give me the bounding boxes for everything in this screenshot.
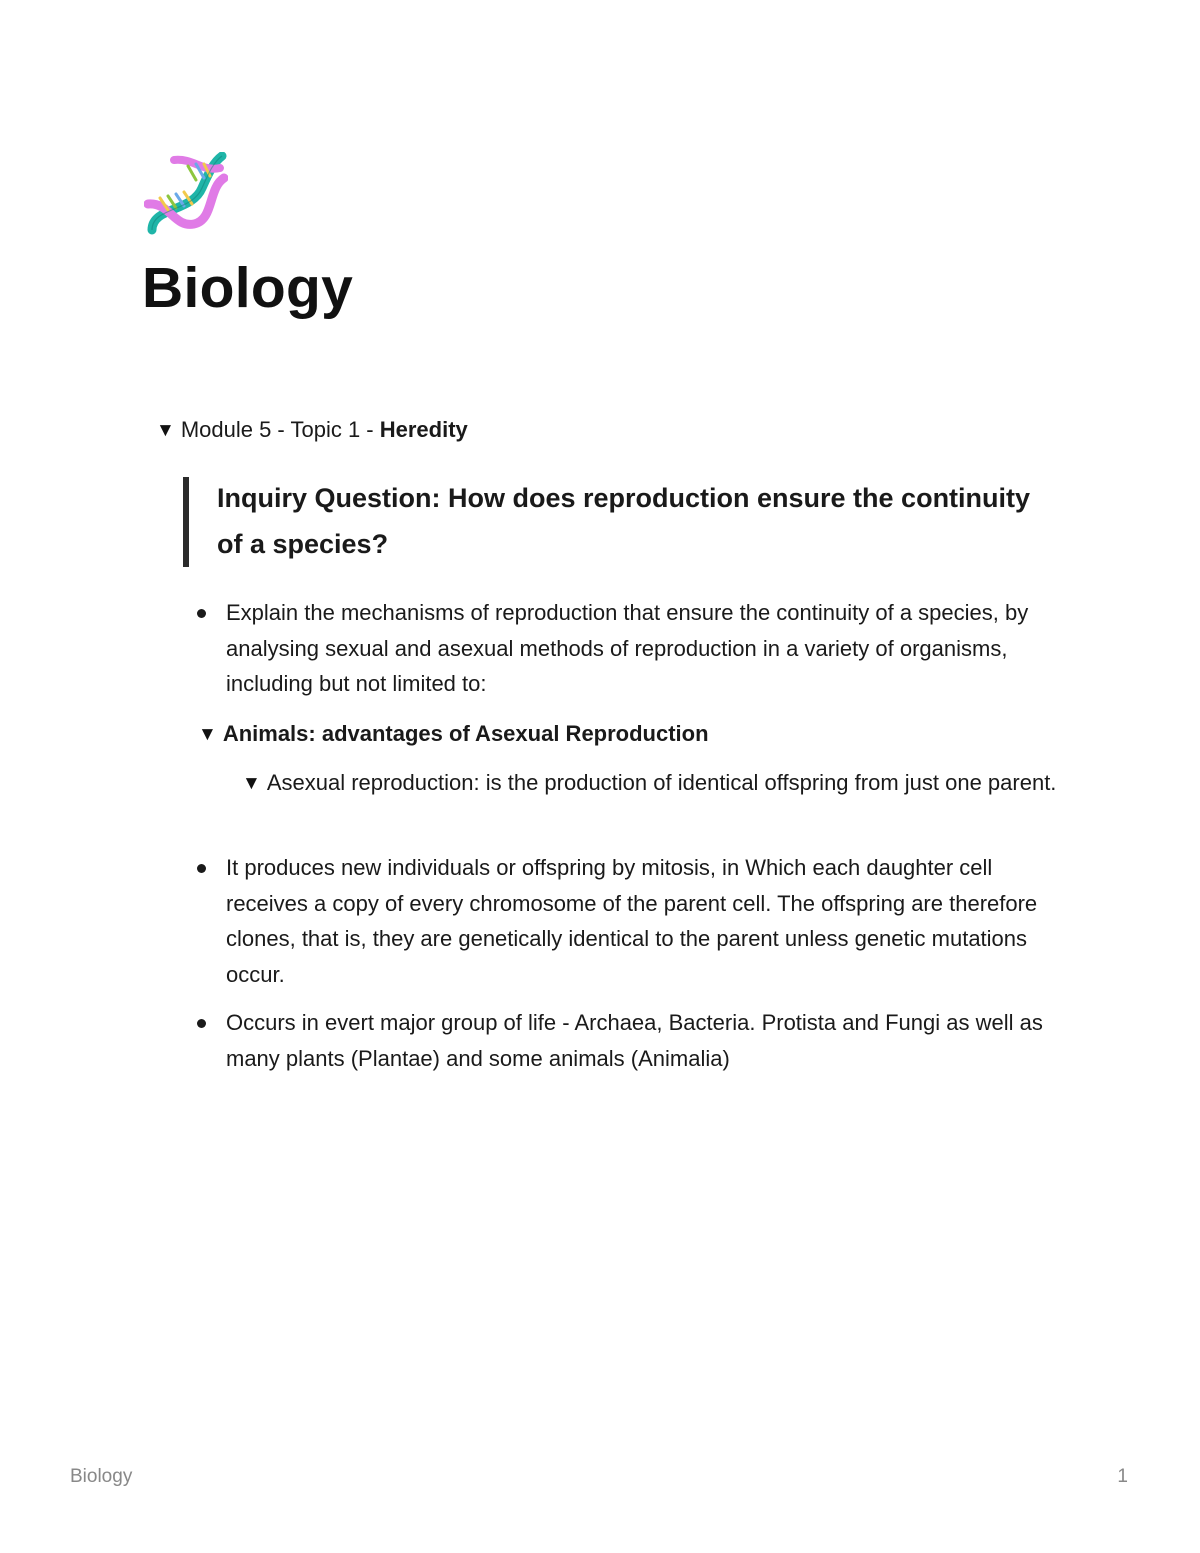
triangle-down-icon[interactable]: ▼ [242,773,261,794]
toggle-label [181,415,468,445]
list-item [197,1005,1057,1076]
toggle-module-5[interactable] [156,415,468,447]
triangle-down-icon[interactable]: ▼ [156,420,175,441]
toggle-label: Asexual reproduction: is the production of identical offspring from just one parent. [266,770,1057,795]
bullet-dot-icon [197,609,206,618]
list-item-text: Explain the mechanisms of reproduction that ensure the continuity of a species, by analysing sexual and asexual methods of reproduction in a variety of organisms, including but not limited to: [226,600,1029,696]
toggle-label-bold: Heredity [379,417,468,442]
toggle-label: Animals: advantages of Asexual Reproduction [222,721,709,746]
footer-title: Biology [70,1466,133,1487]
bullet-dot-icon [197,864,206,873]
bullet-dot-icon [197,1019,206,1028]
toggle-asexual-definition[interactable] [242,765,1062,803]
list-item-text: It produces new individuals or offspring by mitosis, in Which each daughter cell receives a copy of every chromosome of the parent cell. The offspring are therefore clones, that is, they are genetically identical to the parent unless genetic mutations occur. [226,855,1038,987]
toggle-label-regular: Module 5 - Topic 1 - [180,417,380,442]
page-title: Biology [142,256,354,320]
list-item [197,595,1057,702]
page-number: 1 [1117,1466,1128,1487]
list-item-text: Occurs in evert major group of life - Archaea, Bacteria. Protista and Fungi as well as many plants (Plantae) and some animals (Animalia) [226,1010,1043,1071]
list-item [197,850,1057,992]
inquiry-question: Inquiry Question: How does reproduction ensure the continuity of a species? [217,483,1031,559]
dna-icon [144,152,228,236]
inquiry-quote [183,477,1043,567]
toggle-animals-asexual[interactable] [198,719,709,751]
triangle-down-icon[interactable]: ▼ [198,724,217,745]
